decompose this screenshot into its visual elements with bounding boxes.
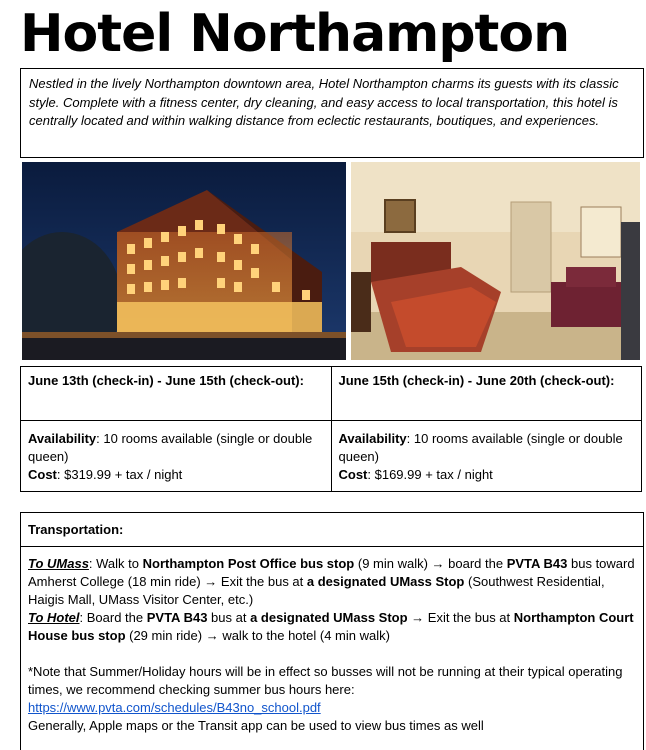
cost-value: : $169.99 + tax / night — [367, 467, 493, 482]
directions-text: : Walk to — [88, 556, 143, 571]
to-hotel-directions — [28, 609, 636, 645]
stay-2-details — [331, 421, 642, 492]
directions-text: (Southwest Residential, Haigis Mall, UMass Visitor Center, etc.) — [28, 574, 605, 607]
transportation-heading: Transportation: — [21, 513, 644, 547]
spacer — [28, 645, 636, 663]
cost-value: : $319.99 + tax / night — [56, 467, 183, 482]
directions-bold: a designated UMass Stop — [306, 574, 465, 589]
directions-text: (29 min ride) → walk to the hotel (4 min walk) — [125, 628, 390, 643]
directions-text: bus at — [207, 610, 251, 625]
cost-label: Cost — [338, 467, 368, 482]
bus-schedule-link[interactable]: https://www.pvta.com/schedules/B43no_school.pdf — [28, 700, 321, 715]
stay-2-dates: June 15th (check-in) - June 20th (check-out): — [331, 367, 642, 421]
directions-bold: a designated UMass Stop — [250, 610, 408, 625]
guest-room-image — [351, 162, 640, 360]
hotel-exterior-image — [22, 162, 346, 360]
stay-1-details — [21, 421, 332, 492]
schedule-note: *Note that Summer/Holiday hours will be in effect so busses will not be running at their typical operating times, we recommend checking summer bus hours here: — [28, 664, 623, 697]
directions-bold: Northampton Post Office bus stop — [142, 556, 355, 571]
directions-text: → Exit the bus at — [407, 610, 514, 625]
directions-text: (9 min walk) → board the — [354, 556, 507, 571]
guest-room-photo — [351, 162, 640, 360]
directions-text: : Board the — [79, 610, 147, 625]
directions-bold: PVTA B43 — [146, 610, 208, 625]
to-hotel-label: To Hotel — [28, 610, 80, 625]
availability-value: : 10 rooms available (single or double queen) — [338, 431, 623, 464]
stay-1-dates: June 13th (check-in) - June 15th (check-out): — [21, 367, 332, 421]
availability-label: Availability — [28, 431, 97, 446]
availability-value: : 10 rooms available (single or double queen) — [28, 431, 313, 464]
hotel-description: Nestled in the lively Northampton downtown area, Hotel Northampton charms its guests with its classic style. Complete with a fitness center, dry cleaning, and easy access to local transportation, this hotel is centrally located and within walking distance from eclectic restaurants, boutiques, and experiences. — [20, 68, 644, 158]
transportation-table — [20, 512, 644, 750]
directions-bold: Northampton Court House bus stop — [28, 610, 634, 643]
to-umass-directions — [28, 555, 636, 609]
directions-bold: PVTA B43 — [506, 556, 568, 571]
photo-row — [22, 162, 640, 362]
cost-label: Cost — [28, 467, 57, 482]
to-umass-label: To UMass — [28, 556, 89, 571]
closing-note: Generally, Apple maps or the Transit app can be used to view bus times as well — [28, 718, 484, 733]
hotel-exterior-photo — [22, 162, 346, 360]
transportation-details — [21, 547, 644, 750]
page-title: Hotel Northampton — [20, 4, 570, 64]
directions-text: bus toward Amherst College (18 min ride) → Exit the bus at — [28, 556, 635, 589]
availability-label: Availability — [338, 431, 407, 446]
stay-dates-table — [20, 366, 642, 492]
